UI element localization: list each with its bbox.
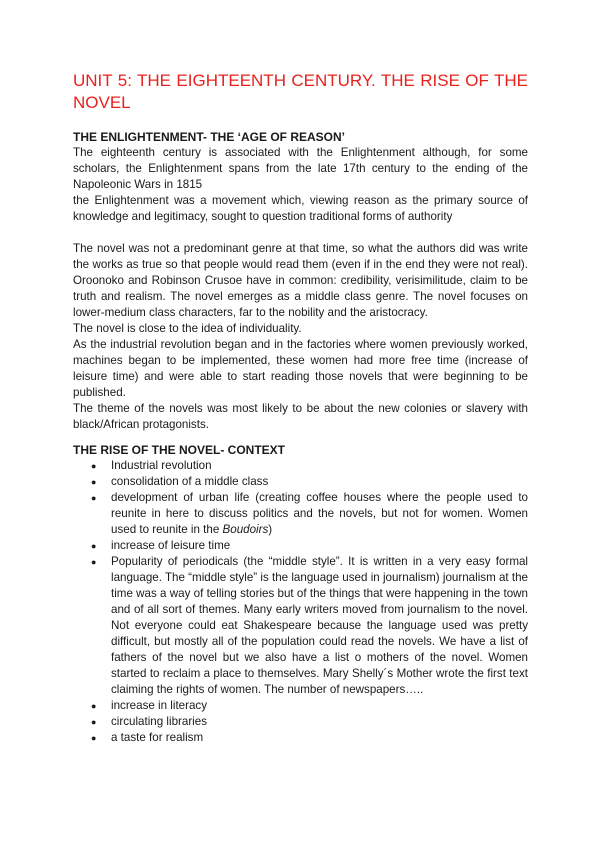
paragraph-industrial-revolution: As the industrial revolution began and in the factories where women previously worked, machines began to be implemented, these women had more free time (increase of leisure time) and were able to start reading those novels that were beginning to be published. <box>73 338 528 399</box>
paragraph-enlightenment-2: the Enlightenment was a movement which, viewing reason as the primary source of knowledge and legitimacy, sought to question traditional forms of authority <box>73 194 528 223</box>
blank-line <box>73 225 528 241</box>
list-item-text: a taste for realism <box>111 731 204 744</box>
list-item-emphasis: Boudoirs <box>222 523 269 536</box>
bullet-icon: ● <box>91 541 97 551</box>
bullet-icon: ● <box>91 461 97 471</box>
list-item-text: Popularity of periodicals (the “middle style”. It is written in a very easy formal language. The “middle style” is the language used in journalism) journalism at the time was a way of telling stories but of the things that were happening in the town and of all sort of themes. Many early writers moved from journalism to the novel. Not everyone could eat Shakespeare because the language used was pretty difficult, but mostly all of the population could read the novels. We have a list of fathers of the novel but we also have a list o mothers of the novel. Women started to reclaim a place to themselves. Mary Shelly´s Mother wrote the first text claiming the rights of women. The number of newspapers….. <box>111 555 528 696</box>
heading-rise-of-novel: THE RISE OF THE NOVEL- CONTEXT <box>73 443 286 457</box>
list-item <box>73 714 528 730</box>
list-item-text: circulating libraries <box>111 715 208 728</box>
list-item <box>73 730 528 746</box>
paragraph-enlightenment-1: The eighteenth century is associated with the Enlightenment although, for some scholars, the Enlightenment spans from the late 17th century to the ending of the Napoleonic Wars in 1815 <box>73 146 528 191</box>
list-item-text-end: ) <box>268 523 273 536</box>
list-item <box>73 698 528 714</box>
context-list <box>73 458 528 746</box>
list-item <box>73 538 528 554</box>
heading-enlightenment: THE ENLIGHTENMENT- THE ‘AGE OF REASON’ <box>73 130 346 144</box>
list-item-text: consolidation of a middle class <box>111 475 269 488</box>
paragraph-themes: The theme of the novels was most likely to be about the new colonies or slavery with black/African protagonists. <box>73 402 528 431</box>
paragraph-novel-genre: The novel was not a predominant genre at that time, so what the authors did was write the works as true so that people would read them (even if in the end they were not real). Oroonoko and Robinson Crusoe have in common: credibility, verisimilitude, claim to be truth and realism. The novel emerges as a middle class genre. The novel focuses on lower-medium class characters, far to the nobility and the aristocracy. <box>73 242 528 319</box>
list-item-text: development of urban life (creating coffee houses where the people used to reunite in here to discuss politics and the novels, but not for women. Women used to reunite in the <box>111 491 528 536</box>
bullet-icon: ● <box>91 557 97 567</box>
document-page <box>73 70 528 746</box>
list-item <box>73 554 528 698</box>
bullet-icon: ● <box>91 477 97 487</box>
list-item <box>73 474 528 490</box>
list-item-text: increase of leisure time <box>111 539 231 552</box>
bullet-icon: ● <box>91 701 97 711</box>
list-item-text: Industrial revolution <box>111 459 212 472</box>
list-item <box>73 458 528 474</box>
list-item <box>73 490 528 538</box>
bullet-icon: ● <box>91 717 97 727</box>
section-enlightenment <box>73 130 528 433</box>
paragraph-individuality: The novel is close to the idea of individuality. <box>73 322 302 335</box>
bullet-icon: ● <box>91 493 97 503</box>
unit-title: UNIT 5: THE EIGHTEENTH CENTURY. THE RISE OF THE NOVEL <box>73 71 528 112</box>
section-rise-of-novel <box>73 443 528 746</box>
list-item-text: increase in literacy <box>111 699 208 712</box>
bullet-icon: ● <box>91 733 97 743</box>
